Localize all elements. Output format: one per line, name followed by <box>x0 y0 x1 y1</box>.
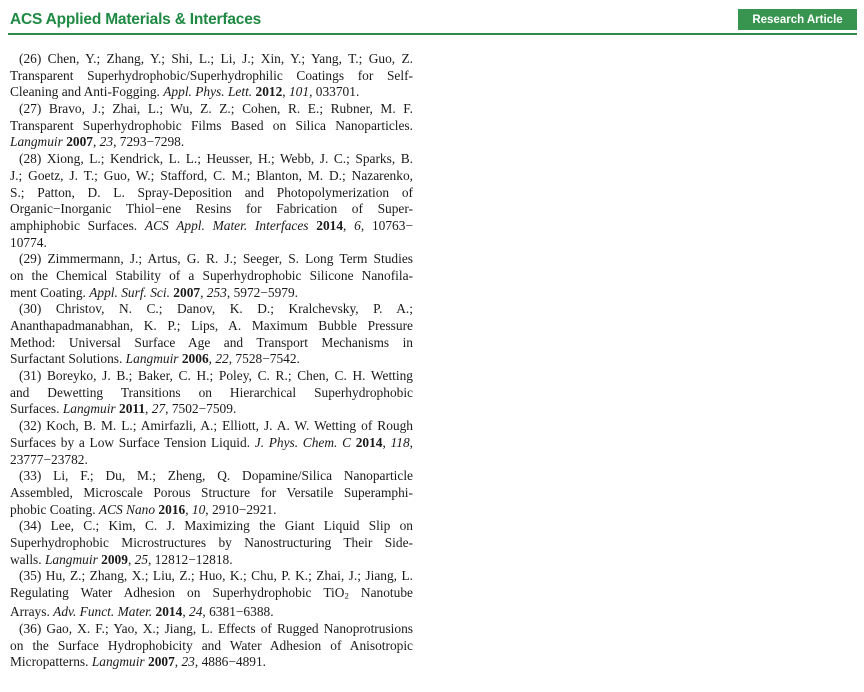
reference-text-segment: Surfactant Solutions. <box>10 351 126 367</box>
reference-text-segment: , <box>409 434 413 450</box>
reference-text-segment: (29) Zimmermann, J.; Artus, G. R. J.; Seeger, S. Long Term Studies <box>19 251 413 267</box>
reference-text-segment: J. Phys. Chem. C <box>254 434 356 450</box>
reference-line <box>10 301 413 318</box>
reference-line <box>10 435 413 452</box>
reference-text-segment: Method: Universal Surface Age and Transport Mechanisms in <box>10 334 413 350</box>
reference-text-segment: 24 <box>189 604 203 620</box>
reference-text-segment: (32) Koch, B. M. L.; Amirfazli, A.; Elliott, J. A. W. Wetting of Rough <box>19 418 413 434</box>
reference-line <box>10 134 413 151</box>
reference-text-segment: , <box>174 654 182 670</box>
reference-text-segment: 2007 <box>148 654 175 670</box>
reference-text-segment: 2011 <box>119 401 146 417</box>
reference-text-segment: (36) Gao, X. F.; Yao, X.; Jiang, L. Effects of Rugged Nanoprotrusions <box>19 620 413 636</box>
reference-line <box>10 185 413 202</box>
reference-line <box>10 401 413 418</box>
reference-text-segment: 27 <box>151 401 166 417</box>
reference-text-segment: 6 <box>354 217 361 233</box>
reference-line <box>10 368 413 385</box>
reference-text-segment: , 12812−12818. <box>148 551 233 567</box>
page-header <box>8 0 857 35</box>
reference-text-segment: , <box>127 551 135 567</box>
reference-entry <box>10 568 413 621</box>
reference-text-segment: J.; Goetz, J. T.; Guo, W.; Stafford, C. M.; Blanton, M. D.; Nazarenko, <box>10 167 413 183</box>
reference-text-segment: Cleaning and Anti-Fogging. <box>10 84 164 100</box>
reference-line <box>10 168 413 185</box>
reference-line <box>10 502 413 519</box>
reference-text-segment: 2014 <box>355 434 383 450</box>
reference-text-segment: ACS Nano <box>98 501 159 517</box>
reference-text-segment: , 033701. <box>309 84 360 100</box>
reference-text-segment: 2014 <box>316 217 344 233</box>
reference-entry <box>10 468 413 518</box>
reference-line <box>10 418 413 435</box>
reference-text-segment: 253 <box>206 284 227 300</box>
reference-text-segment: 118 <box>390 434 410 450</box>
reference-text-segment: Appl. Surf. Sci. <box>89 284 174 300</box>
reference-text-segment: Langmuir <box>10 134 67 150</box>
reference-text-segment: Regulating Water Adhesion on Superhydrophobic TiO <box>10 585 345 600</box>
reference-entry <box>10 368 413 418</box>
reference-line <box>10 268 413 285</box>
reference-line <box>10 84 413 101</box>
reference-line <box>10 568 413 585</box>
reference-entry <box>10 101 413 151</box>
reference-line <box>10 468 413 485</box>
reference-text-segment: 23 <box>99 134 114 150</box>
reference-text-segment: Assembled, Microscale Porous Structure for Versatile Superamphi- <box>10 484 413 500</box>
reference-text-segment: 23777−23782. <box>10 451 88 467</box>
references-list <box>10 51 413 671</box>
reference-text-segment: (26) Chen, Y.; Zhang, Y.; Shi, L.; Li, J.; Xin, Y.; Yang, T.; Guo, Z. <box>19 51 413 66</box>
reference-line <box>10 151 413 168</box>
reference-text-segment: Organic−Inorganic Thiol−ene Resins for Fabrication of Super- <box>10 201 413 217</box>
reference-text-segment: Langmuir <box>62 401 119 417</box>
reference-text-segment: , 2910−2921. <box>205 501 277 517</box>
reference-line <box>10 518 413 535</box>
reference-line <box>10 251 413 268</box>
reference-text-segment: (28) Xiong, L.; Kendrick, L. L.; Heusser, H.; Webb, J. C.; Sparks, B. <box>19 151 413 167</box>
reference-text-segment: Appl. Phys. Lett. <box>163 84 256 100</box>
reference-text-segment: Surfaces. <box>10 401 63 417</box>
reference-text-segment: Nanotube <box>348 585 413 600</box>
reference-text-segment: , <box>185 501 192 517</box>
reference-text-segment: (34) Lee, C.; Kim, C. J. Maximizing the Giant Liquid Slip on <box>19 518 413 534</box>
reference-text-segment: Adv. Funct. Mater. <box>53 604 156 620</box>
reference-text-segment: (27) Bravo, J.; Zhai, L.; Wu, Z. Z.; Cohen, R. E.; Rubner, M. F. <box>19 101 413 117</box>
reference-line <box>10 101 413 118</box>
reference-line <box>10 201 413 218</box>
reference-text-segment: , 7528−7542. <box>228 351 300 367</box>
reference-line <box>10 218 413 235</box>
reference-text-segment: , <box>92 134 100 150</box>
reference-text-segment: 2016 <box>158 501 186 517</box>
reference-text-segment: on the Chemical Stability of a Superhydrophobic Silicone Nanofila- <box>10 267 413 283</box>
reference-line <box>10 654 413 671</box>
reference-line <box>10 235 413 252</box>
reference-text-segment: 101 <box>288 84 310 100</box>
reference-line <box>10 118 413 135</box>
reference-text-segment: , 4886−4891. <box>194 654 267 670</box>
reference-text-segment: Transparent Superhydrophobic Films Based on Silica Nanoparticles. <box>10 117 413 133</box>
reference-text-segment: 2007 <box>173 284 201 300</box>
reference-text-segment: phobic Coating. <box>10 501 99 517</box>
reference-text-segment: Langmuir <box>125 351 182 367</box>
reference-text-segment: 23 <box>181 654 195 670</box>
reference-text-segment: 10 <box>191 501 206 517</box>
reference-text-segment: 2006 <box>181 351 209 367</box>
reference-text-segment: Langmuir <box>44 551 102 567</box>
reference-line <box>10 335 413 352</box>
reference-text-segment: and Dewetting Transitions on Hierarchical Superhydrophobic <box>10 384 413 400</box>
reference-text-segment: Ananthapadmanabhan, K. P.; Lips, A. Maximum Bubble Pressure <box>10 318 413 333</box>
reference-entry <box>10 151 413 251</box>
reference-text-segment: , 7502−7509. <box>165 401 237 417</box>
reference-text-segment: , <box>182 604 190 620</box>
reference-text-segment: Langmuir <box>91 654 148 670</box>
reference-text-segment: (30) Christov, N. C.; Danov, K. D.; Kralchevsky, P. A.; <box>19 301 413 317</box>
reference-text-segment: S.; Patton, D. L. Spray-Deposition and Photopolymerization of <box>10 184 413 200</box>
reference-line <box>10 385 413 402</box>
reference-text-segment: 2 <box>344 590 349 601</box>
reference-line <box>10 285 413 302</box>
reference-text-segment: , <box>282 84 289 100</box>
reference-text-segment: Micropatterns. <box>10 654 92 670</box>
reference-entry <box>10 51 413 101</box>
reference-text-segment: ACS Appl. Mater. Interfaces <box>144 217 317 233</box>
reference-entry <box>10 301 413 368</box>
reference-text-segment: , 6381−6388. <box>202 604 274 620</box>
reference-line <box>10 351 413 368</box>
reference-text-segment: , <box>208 351 216 367</box>
reference-text-segment: (33) Li, F.; Du, M.; Zheng, Q. Dopamine/Silica Nanoparticle <box>19 468 413 484</box>
reference-text-segment: Transparent Superhydrophobic/Superhydrophilic Coatings for Self- <box>10 67 413 83</box>
reference-text-segment: Arrays. <box>10 604 54 620</box>
reference-line <box>10 318 413 335</box>
reference-entry <box>10 418 413 468</box>
reference-text-segment: 2014 <box>155 604 183 620</box>
reference-text-segment: , <box>343 217 355 233</box>
reference-text-segment: , <box>382 434 391 450</box>
reference-entry <box>10 251 413 301</box>
reference-text-segment: 2009 <box>101 551 128 567</box>
reference-text-segment: 22 <box>215 351 229 367</box>
reference-line <box>10 452 413 469</box>
reference-text-segment: (35) Hu, Z.; Zhang, X.; Liu, Z.; Huo, K.; Chu, P. K.; Zhai, J.; Jiang, L. <box>19 568 413 584</box>
reference-text-segment: amphiphobic Surfaces. <box>10 217 145 233</box>
reference-text-segment: Surfaces by a Low Surface Tension Liquid. <box>10 434 255 450</box>
journal-title: ACS Applied Materials & Interfaces <box>10 11 262 28</box>
reference-text-segment: 2012 <box>255 84 283 100</box>
reference-line <box>10 552 413 569</box>
reference-text-segment: , <box>145 401 152 417</box>
reference-line <box>10 68 413 85</box>
reference-text-segment: (31) Boreyko, J. B.; Baker, C. H.; Poley, C. R.; Chen, C. H. Wetting <box>19 368 413 384</box>
reference-text-segment: ment Coating. <box>10 284 90 300</box>
reference-entry <box>10 621 413 671</box>
reference-text-segment: 10774. <box>10 234 47 250</box>
reference-text-segment: on the Surface Hydrophobicity and Water Adhesion of Anisotropic <box>10 637 413 653</box>
reference-text-segment: 25 <box>134 551 149 567</box>
reference-line <box>10 535 413 552</box>
reference-text-segment: , <box>200 284 207 300</box>
reference-line <box>10 51 413 68</box>
reference-line <box>10 485 413 502</box>
reference-line <box>10 638 413 655</box>
reference-line <box>10 621 413 638</box>
reference-text-segment: , 10763− <box>360 217 413 233</box>
reference-text-segment: walls. <box>10 551 45 567</box>
reference-text-segment: 2007 <box>66 134 93 150</box>
reference-entry <box>10 518 413 568</box>
reference-line <box>10 604 413 621</box>
reference-text-segment: Superhydrophobic Microstructures by Nanostructuring Their Side- <box>10 534 413 550</box>
reference-text-segment: , 5972−5979. <box>226 284 299 300</box>
reference-text-segment: , 7293−7298. <box>113 134 185 150</box>
reference-line <box>10 585 413 604</box>
research-article-badge: Research Article <box>738 9 857 30</box>
